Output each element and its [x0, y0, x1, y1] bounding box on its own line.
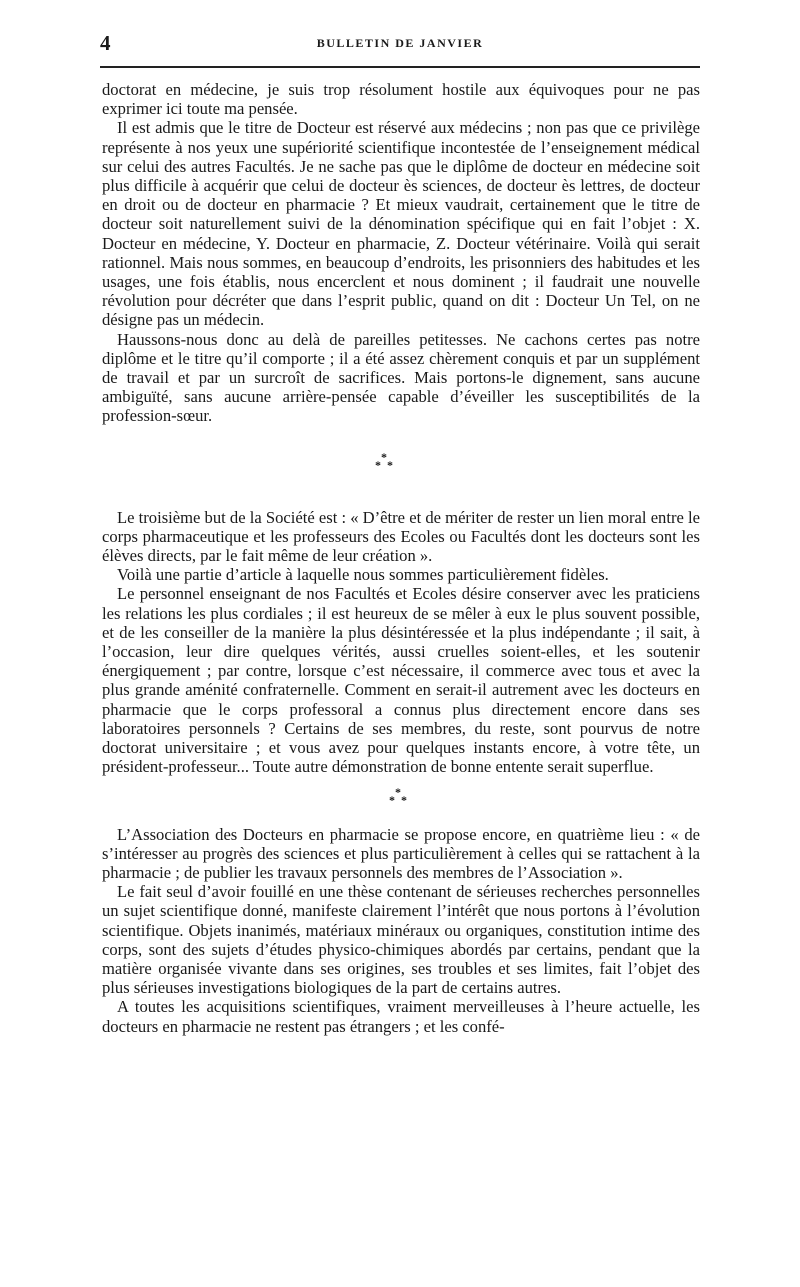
body-text — [102, 80, 700, 1036]
asterism-divider: * * * — [375, 449, 393, 472]
running-title: BULLETIN DE JANVIER — [316, 36, 484, 50]
paragraph: Le troisième but de la Société est : « D’être et de mériter de rester un lien moral entre le corps pharmaceutique et les professeurs des Ecoles ou Facultés dont les docteurs sont les élèves directs, par le fait même de leur création ». — [102, 507, 700, 566]
asterism-divider: * * * — [389, 784, 407, 807]
section-gap — [102, 488, 700, 508]
paragraph: A toutes les acquisitions scientifiques, vraiment merveilleuses à l’heure actuelle, les docteurs en pharmacie ne restent pas étrangers ; et les confé- — [102, 997, 700, 1036]
paragraph: L’Association des Docteurs en pharmacie se propose encore, en quatrième lieu : « de s’intéresser au progrès des sciences et plus particulièrement à celles qui se rattachent à la pharmacie ; de publier les travaux personnels des membres de l’Association ». — [102, 824, 700, 882]
paragraph: Le fait seul d’avoir fouillé en une thèse contenant de sérieuses recherches personnelles un sujet scientifique donné, manifeste clairement l’intérêt que nous portons à l’évolution scientifique. Objets inanimés, matériaux minéraux ou organiques, constitution intime des corps, sont des sujets d’études physico-chimiques abordés par certains, pendant que la matière organisée vivante dans ses origines, ses troubles et ses limites, fait l’objet des plus sérieuses investigations biologiques de la part de certains autres. — [102, 882, 700, 998]
paragraph: doctorat en médecine, je suis trop résolument hostile aux équivoques pour ne pas exprimer ici toute ma pensée. — [102, 80, 700, 119]
paragraph: Haussons-nous donc au delà de pareilles petitesses. Ne cachons certes pas notre diplôme et le titre qu’il comporte ; il a été assez chèrement conquis et par un supplément de travail et par un surcroît de sacrifices. Mais portons-le dignement, sans aucune ambiguïté, sans aucune arrière-pensée capable d’éveiller les susceptibilités de la profession-sœur. — [102, 329, 700, 426]
header-rule — [100, 66, 700, 68]
paragraph: Il est admis que le titre de Docteur est réservé aux médecins ; non pas que ce privilège représente à nos yeux une supériorité scientifique incontestée de l’enseignement médical sur celui des autres Facultés. Je ne sache pas que le diplôme de docteur en médecine soit plus difficile à acquérir que celui de docteur ès sciences, de docteur ès lettres, de docteur en droit ou de docteur en pharmacie ? Et mieux vaudrait, certainement que le titre de docteur soit naturellement suivi de la dénomination spécifique qui en fait l’objet : X. Docteur en médecine, Y. Docteur en pharmacie, Z. Docteur vétérinaire. Voilà qui serait rationnel. Mais nous sommes, en beaucoup d’endroits, les prisonniers des habitudes et les usages, une fois établis, nous encerclent et nous dominent ; il faudrait une nouvelle révolution pour décréter que dans l’esprit public, quand on dit : Docteur Un Tel, on ne désigne pas un médecin. — [102, 118, 700, 330]
running-head — [100, 30, 700, 56]
paragraph: Voilà une partie d’article à laquelle nous sommes particulièrement fidèles. — [117, 565, 609, 585]
page-number: 4 — [100, 31, 111, 55]
paragraph: Le personnel enseignant de nos Facultés et Ecoles désire conserver avec les praticiens les relations les plus cordiales ; il est heureux de se mêler à eux le plus souvent possible, et de les conseiller de la manière la plus désintéressée et la plus indépendante ; il sait, à l’occasion, leur dire quelques vérités, aussi cruelles soient-elles, et les soutenir énergiquement ; par contre, lorsque c’est nécessaire, il commerce avec tous et avec la plus grande aménité confraternelle. Comment en serait-il autrement avec les docteurs en pharmacie que le corps professoral a connus plus directement encore dans ses laboratoires personnels ? Certains de ses membres, du reste, sont pourvus de notre doctorat universitaire ; et vous avez pour quelques instants encore, à votre tête, un président-professeur... Toute autre démonstration de bonne entente serait superflue. — [102, 584, 700, 777]
